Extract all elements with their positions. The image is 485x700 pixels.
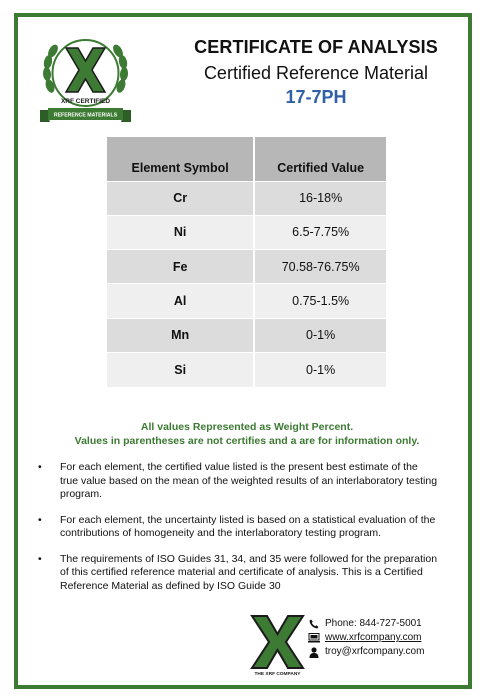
xrf-company-logo <box>250 614 305 676</box>
logo-badge-text: XRF CERTIFIED <box>60 98 111 105</box>
website-link[interactable]: www.xrfcompany.com <box>325 632 422 643</box>
certified-value: 0-1% <box>254 318 386 352</box>
certificate-frame <box>14 13 472 689</box>
document-subtitle: Certified Reference Material <box>203 63 429 83</box>
xrf-certified-logo <box>38 28 133 128</box>
table-row <box>107 181 386 215</box>
element-symbol: Si <box>107 352 254 386</box>
phone-row <box>308 617 424 631</box>
table-header-row <box>107 137 386 181</box>
note-line-2: Values in parentheses are not certifies and a are for information only. <box>74 435 420 447</box>
product-grade: 17-7PH <box>285 87 347 107</box>
list-item <box>38 461 438 502</box>
column-header-value: Certified Value <box>254 137 386 181</box>
element-symbol: Fe <box>107 250 254 284</box>
certified-value: 0-1% <box>254 352 386 386</box>
note-line-1: All values Represented as Weight Percent. <box>140 421 354 433</box>
table-row <box>107 284 386 318</box>
table-row <box>107 250 386 284</box>
element-symbol: Ni <box>107 215 254 249</box>
title-block <box>166 37 466 108</box>
list-item <box>38 553 438 594</box>
bullet-icon: • <box>38 461 42 473</box>
element-symbol: Al <box>107 284 254 318</box>
list-item <box>38 514 438 541</box>
table-row <box>107 215 386 249</box>
computer-icon <box>308 632 320 644</box>
certified-value: 70.58-76.75% <box>254 250 386 284</box>
column-header-element: Element Symbol <box>107 137 254 181</box>
certified-value: 16-18% <box>254 181 386 215</box>
bullet-text: The requirements of ISO Guides 31, 34, and 35 were followed for the preparation of this certified reference material and certificate of analysis. This is a Certified Reference Material as defined by ISO Guide 30 <box>60 552 438 592</box>
bullet-icon: • <box>38 513 42 526</box>
weight-percent-note <box>28 420 466 448</box>
bullet-text: For each element, the uncertainty listed is based on a statistical evaluation of the contributions of homogeneity and the interlaboratory testing program. <box>60 513 436 539</box>
certified-value: 0.75-1.5% <box>254 284 386 318</box>
element-symbol: Mn <box>107 318 254 352</box>
logo-ribbon-text: REFERENCE MATERIALS <box>53 112 118 119</box>
table-row <box>107 352 386 386</box>
certification-notes-list <box>38 461 438 605</box>
contact-info <box>308 617 424 659</box>
bullet-icon: • <box>38 552 42 565</box>
person-icon <box>308 646 320 658</box>
table-row <box>107 318 386 352</box>
email-row <box>308 645 424 659</box>
phone-icon <box>308 618 320 630</box>
certified-value: 6.5-7.75% <box>254 215 386 249</box>
company-logo-text: THE XRF COMPANY <box>254 672 301 676</box>
email-address[interactable]: troy@xrfcompany.com <box>325 646 425 657</box>
element-symbol: Cr <box>107 181 254 215</box>
certified-values-table <box>107 137 386 387</box>
document-title: CERTIFICATE OF ANALYSIS <box>194 37 438 57</box>
phone-number: Phone: 844-727-5001 <box>325 618 422 629</box>
bullet-text: For each element, the certified value listed is the present best estimate of the true value based on the mean of the weighted results of an interlaboratory testing program. <box>60 461 438 500</box>
website-row <box>308 631 424 645</box>
